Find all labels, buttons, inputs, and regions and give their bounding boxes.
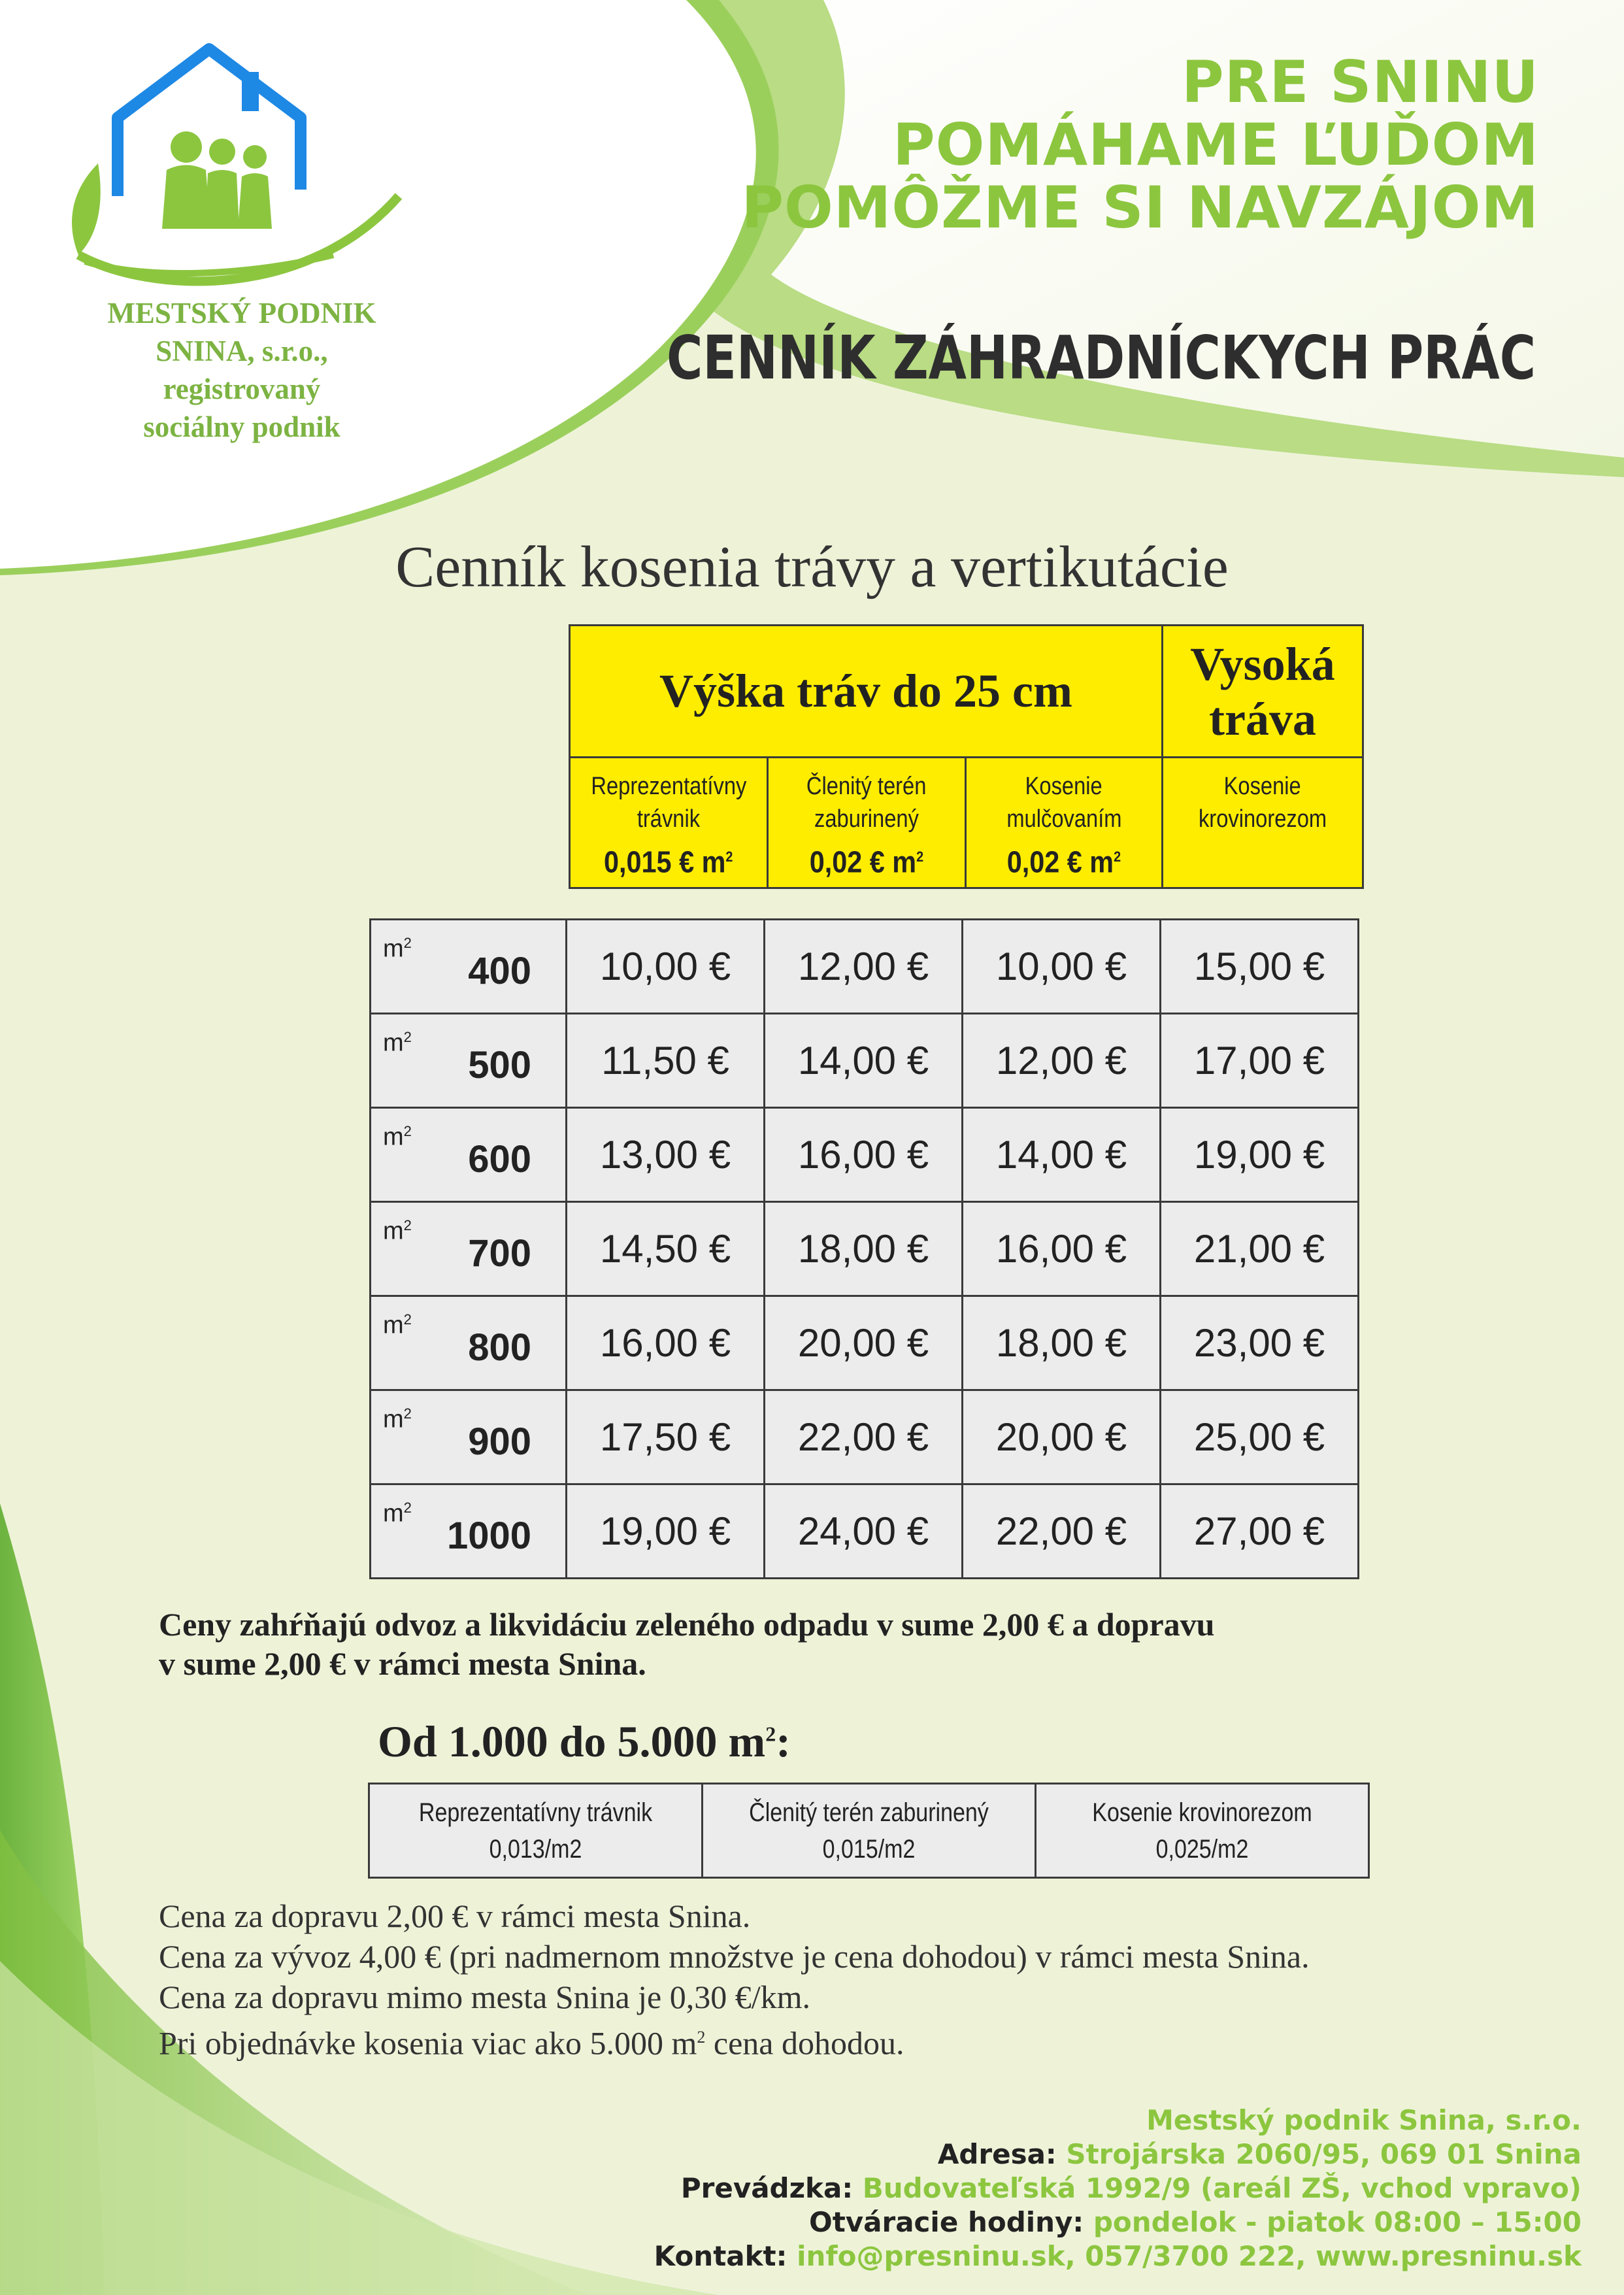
table-row: [371, 1108, 1359, 1202]
area-unit: $m^2$: [383, 1217, 412, 1245]
note-line: Cena za vývoz 4,00 € (pri nadmernom množstve je cena dohodou) v rámci mesta Snina.: [159, 1938, 1310, 1975]
price-cell: 20,00 €: [765, 1296, 963, 1390]
price-cell: 12,00 €: [765, 920, 963, 1014]
area-unit: $m^2$: [383, 1123, 412, 1151]
note-line: v sume 2,00 € v rámci mesta Snina.: [159, 1645, 646, 1682]
column-name: mulčovaním: [1006, 805, 1122, 833]
table-row: [371, 920, 1359, 1014]
area-value: 500: [468, 1044, 531, 1086]
organization-name: [39, 294, 444, 446]
column-price: 0,02 € $m^2$: [1006, 845, 1121, 879]
column-name: Reprezentatívny: [591, 773, 746, 800]
slogan-line: PRE SNINU: [1182, 48, 1539, 116]
price-cell: 27,00 €: [1161, 1484, 1359, 1579]
column-header: [1161, 756, 1364, 889]
table-row: [371, 1296, 1359, 1390]
column-name: trávnik: [637, 805, 701, 833]
price-cell: 25,00 €: [1161, 1390, 1359, 1484]
price-cell: 18,00 €: [963, 1296, 1161, 1390]
price-cell: 16,00 €: [963, 1202, 1161, 1296]
price-cell: 20,00 €: [963, 1390, 1161, 1484]
area-value: 400: [468, 950, 531, 992]
footer-line: Kontakt: info@presninu.sk, 057/3700 222, www.presninu.sk: [654, 2240, 1582, 2272]
price-cell: 14,00 €: [963, 1108, 1161, 1202]
range-cell: Členitý terén zaburinený 0,015/m2: [703, 1784, 1036, 1878]
range-cell: Kosenie krovinorezom 0,025/m2: [1036, 1784, 1369, 1878]
price-cell: 11,50 €: [567, 1014, 765, 1108]
range-table: [368, 1783, 1370, 1879]
area-value: 600: [468, 1138, 531, 1181]
area-cell: [371, 1484, 567, 1579]
note-line: Cena za dopravu 2,00 € v rámci mesta Snina.: [159, 1898, 751, 1934]
area-unit: $m^2$: [383, 1405, 412, 1433]
area-unit: $m^2$: [383, 1499, 412, 1528]
area-unit: $m^2$: [383, 1029, 412, 1057]
slogan-line: POMÁHAME ĽUĎOM: [893, 111, 1539, 178]
area-value: 1000: [446, 1515, 531, 1557]
area-unit: $m^2$: [383, 935, 412, 963]
footer-contact: [654, 2103, 1582, 2273]
area-value: 800: [468, 1326, 531, 1369]
column-price: 0,02 € $m^2$: [809, 845, 924, 879]
footer-line: Adresa: Strojárska 2060/95, 069 01 Snina: [937, 2138, 1582, 2170]
section-title: Cenník kosenia trávy a vertikutácie: [395, 535, 1229, 599]
price-cell: 19,00 €: [1161, 1108, 1359, 1202]
org-line: registrovaný: [163, 373, 321, 405]
table-row: [371, 1014, 1359, 1108]
note-line: Pri objednávke kosenia viac ako 5.000 $m^2$ cena dohodou.: [159, 2024, 904, 2062]
area-value: 900: [468, 1420, 531, 1463]
slogan-line: POMÔŽME SI NAVZÁJOM: [741, 174, 1539, 241]
price-cell: 23,00 €: [1161, 1296, 1359, 1390]
column-header: [767, 756, 967, 889]
note-line: Cena za dopravu mimo mesta Snina je 0,30 €/km.: [159, 1979, 811, 2015]
price-cell: 16,00 €: [765, 1108, 963, 1202]
footer-company: Mestský podnik Snina, s.r.o.: [1146, 2104, 1582, 2136]
area-cell: [371, 920, 567, 1014]
column-header: [965, 756, 1163, 889]
header-group-high-line: tráva: [1209, 692, 1316, 745]
price-cell: 10,00 €: [963, 920, 1161, 1014]
note-line: Ceny zahŕňajú odvoz a likvidáciu zeleného odpadu v sume 2,00 € a dopravu: [159, 1606, 1215, 1643]
price-cell: 17,00 €: [1161, 1014, 1359, 1108]
price-cell: 13,00 €: [567, 1108, 765, 1202]
table-row: [371, 1202, 1359, 1296]
house-family-icon: [59, 39, 425, 301]
column-name: Kosenie: [1223, 773, 1302, 800]
price-cell: 18,00 €: [765, 1202, 963, 1296]
column-name: Kosenie: [1025, 773, 1103, 800]
area-cell: [371, 1296, 567, 1390]
price-table: [369, 918, 1359, 1579]
page-title: CENNÍK ZÁHRADNÍCKYCH PRÁC: [666, 323, 1536, 393]
price-cell: 14,50 €: [567, 1202, 765, 1296]
column-name: krovinorezom: [1198, 805, 1327, 833]
column-price: 0,015 € $m^2$: [604, 845, 733, 879]
price-cell: 17,50 €: [567, 1390, 765, 1484]
column-header: [569, 756, 769, 889]
org-line: MESTSKÝ PODNIK: [107, 297, 376, 329]
table-row: [371, 1390, 1359, 1484]
price-cell: 12,00 €: [963, 1014, 1161, 1108]
price-cell: 19,00 €: [567, 1484, 765, 1579]
org-line: sociálny podnik: [143, 410, 340, 443]
area-unit: $m^2$: [383, 1311, 412, 1339]
range-title: Od 1.000 do 5.000 $m^2$:: [378, 1717, 791, 1766]
column-name: zaburinený: [814, 805, 919, 833]
header-group-high-line: Vysoká: [1190, 637, 1335, 690]
area-cell: [371, 1014, 567, 1108]
price-cell: 10,00 €: [567, 920, 765, 1014]
price-cell: 22,00 €: [963, 1484, 1161, 1579]
range-cell: Reprezentatívny trávnik 0,013/m2: [369, 1784, 703, 1878]
header-group-main: [569, 624, 1163, 758]
area-cell: [371, 1202, 567, 1296]
header-group-main-label: Výška tráv do 25 cm: [659, 665, 1072, 717]
price-cell: 24,00 €: [765, 1484, 963, 1579]
note-includes: [159, 1605, 1499, 1683]
area-cell: [371, 1108, 567, 1202]
slogans: [741, 48, 1540, 241]
notes: [159, 1896, 1564, 2064]
footer-line: Otváracie hodiny: pondelok - piatok 08:00 – 15:00: [808, 2206, 1582, 2238]
footer-line: Prevádzka: Budovateľská 1992/9 (areál ZŠ, vchod vpravo): [680, 2172, 1582, 2204]
price-cell: 14,00 €: [765, 1014, 963, 1108]
area-cell: [371, 1390, 567, 1484]
column-name: Členitý terén: [806, 773, 927, 800]
table-row: [371, 1484, 1359, 1579]
header-group-high: [1161, 624, 1364, 758]
price-cell: 16,00 €: [567, 1296, 765, 1390]
org-line: SNINA, s.r.o.,: [156, 335, 328, 367]
price-cell: 21,00 €: [1161, 1202, 1359, 1296]
price-cell: 22,00 €: [765, 1390, 963, 1484]
area-value: 700: [468, 1232, 531, 1275]
price-cell: 15,00 €: [1161, 920, 1359, 1014]
